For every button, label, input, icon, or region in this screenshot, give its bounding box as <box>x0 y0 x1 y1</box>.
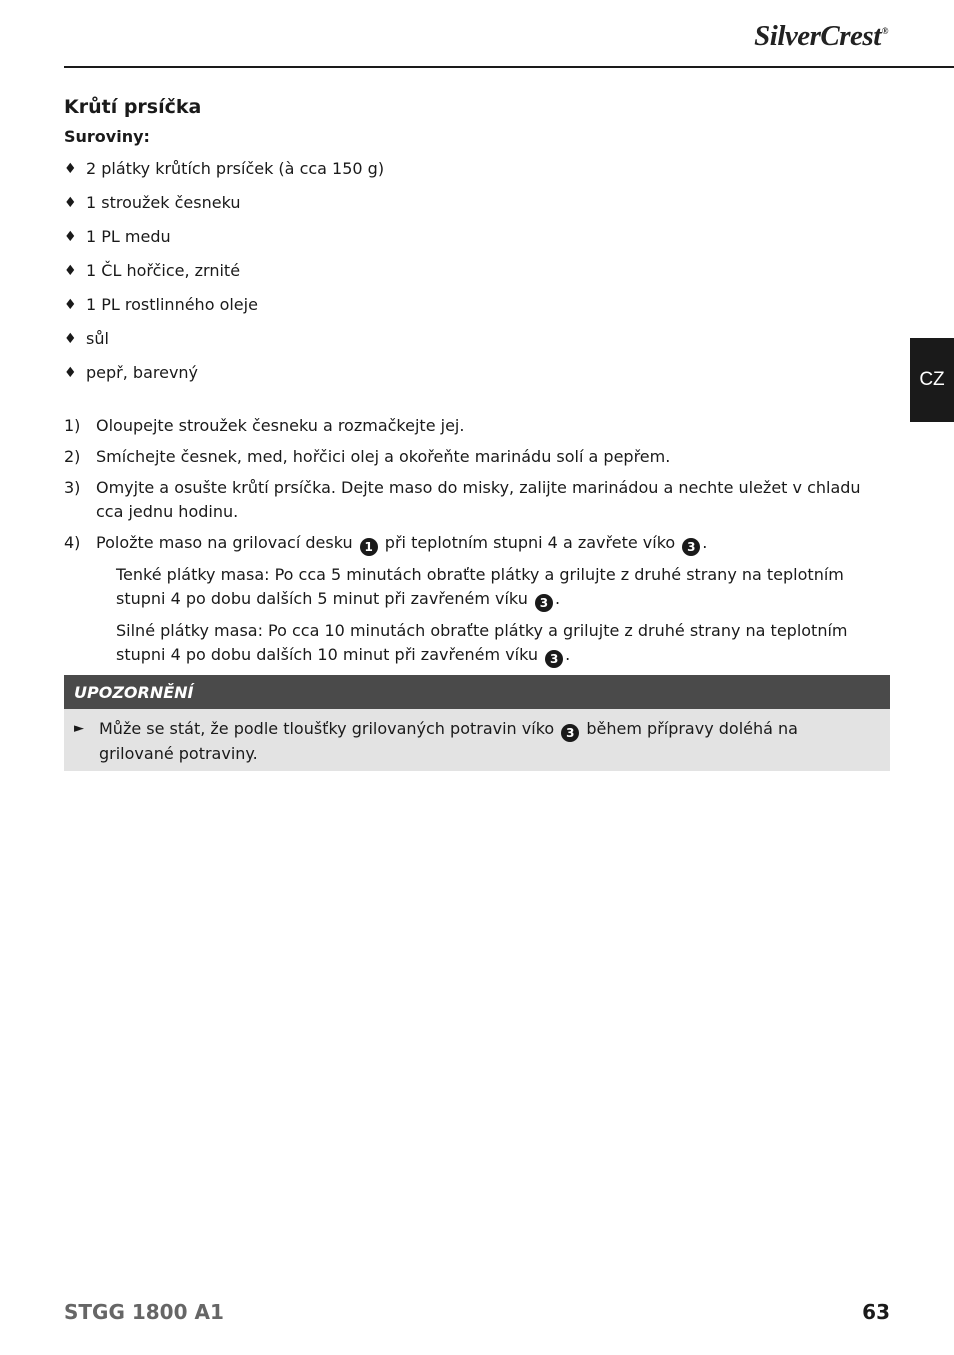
warning-text: Může se stát, že podle tloušťky grilovaných potravin víko 3 během přípravy doléhá na grilované potraviny. <box>99 719 798 763</box>
ingredient-item: ♦ 1 ČL hořčice, zrnité <box>64 254 890 288</box>
arrow-right-icon: ► <box>74 721 84 736</box>
part-number-3-icon: 3 <box>561 724 579 742</box>
header-divider <box>64 66 954 68</box>
ingredient-item: ♦ 1 PL medu <box>64 220 890 254</box>
step-text: Omyjte a osušte krůtí prsíčka. Dejte maso do misky, zalijte marinádou a nechte uležet v chladu cca jednu hodinu. <box>96 478 861 521</box>
step-number: 4) <box>64 533 81 552</box>
diamond-bullet-icon: ♦ <box>64 297 77 313</box>
diamond-bullet-icon: ♦ <box>64 195 77 211</box>
ingredient-item: ♦ 2 plátky krůtích prsíček (à cca 150 g) <box>64 152 890 186</box>
ingredients-list <box>64 152 890 390</box>
ingredient-item: ♦ pepř, barevný <box>64 356 890 390</box>
diamond-bullet-icon: ♦ <box>64 161 77 177</box>
thin-slices-note: Tenké plátky masa: Po cca 5 minutách obraťte plátky a grilujte z druhé strany na teplotním stupni 4 po dobu dalších 5 minut při zavřeném víku 3 . <box>116 565 844 610</box>
part-number-3-icon: 3 <box>535 594 553 612</box>
ingredient-item: ♦ sůl <box>64 322 890 356</box>
step-item <box>64 531 890 556</box>
warning-body <box>64 709 890 771</box>
step-number: 2) <box>64 447 81 466</box>
ingredients-heading: Suroviny: <box>64 127 150 146</box>
part-number-3-icon: 3 <box>545 650 563 668</box>
recipe-section <box>64 94 890 771</box>
page-number: 63 <box>862 1300 890 1324</box>
ingredient-item: ♦ 1 PL rostlinného oleje <box>64 288 890 322</box>
diamond-bullet-icon: ♦ <box>64 365 77 381</box>
step-text: Položte maso na grilovací desku 1 při teplotním stupni 4 a zavřete víko 3 . <box>96 533 708 554</box>
diamond-bullet-icon: ♦ <box>64 331 77 347</box>
diamond-bullet-icon: ♦ <box>64 229 77 245</box>
language-tab: CZ <box>910 338 954 422</box>
step-number: 1) <box>64 416 81 435</box>
footer-model: STGG 1800 A1 <box>64 1300 224 1324</box>
step-text: Oloupejte stroužek česneku a rozmačkejte jej. <box>96 416 465 435</box>
ingredient-item: ♦ 1 stroužek česneku <box>64 186 890 220</box>
step-item <box>64 414 890 438</box>
step-text: Smíchejte česnek, med, hořčici olej a okořeňte marinádu solí a pepřem. <box>96 447 671 466</box>
thick-slices-note: Silné plátky masa: Po cca 10 minutách obraťte plátky a grilujte z druhé strany na teplotním stupni 4 po dobu dalších 10 minut při zavřeném víku 3 . <box>116 621 848 666</box>
step-number: 3) <box>64 478 81 497</box>
step-item <box>64 476 890 524</box>
step-item <box>64 445 890 469</box>
part-number-1-icon: 1 <box>360 538 378 556</box>
warning-title: UPOZORNĚNÍ <box>64 675 890 709</box>
recipe-title: Krůtí prsíčka <box>64 96 202 118</box>
part-number-3-icon: 3 <box>682 538 700 556</box>
diamond-bullet-icon: ♦ <box>64 263 77 279</box>
warning-box <box>64 675 890 771</box>
steps-list <box>64 414 890 556</box>
brand-logo: SilverCrest® <box>754 20 888 52</box>
